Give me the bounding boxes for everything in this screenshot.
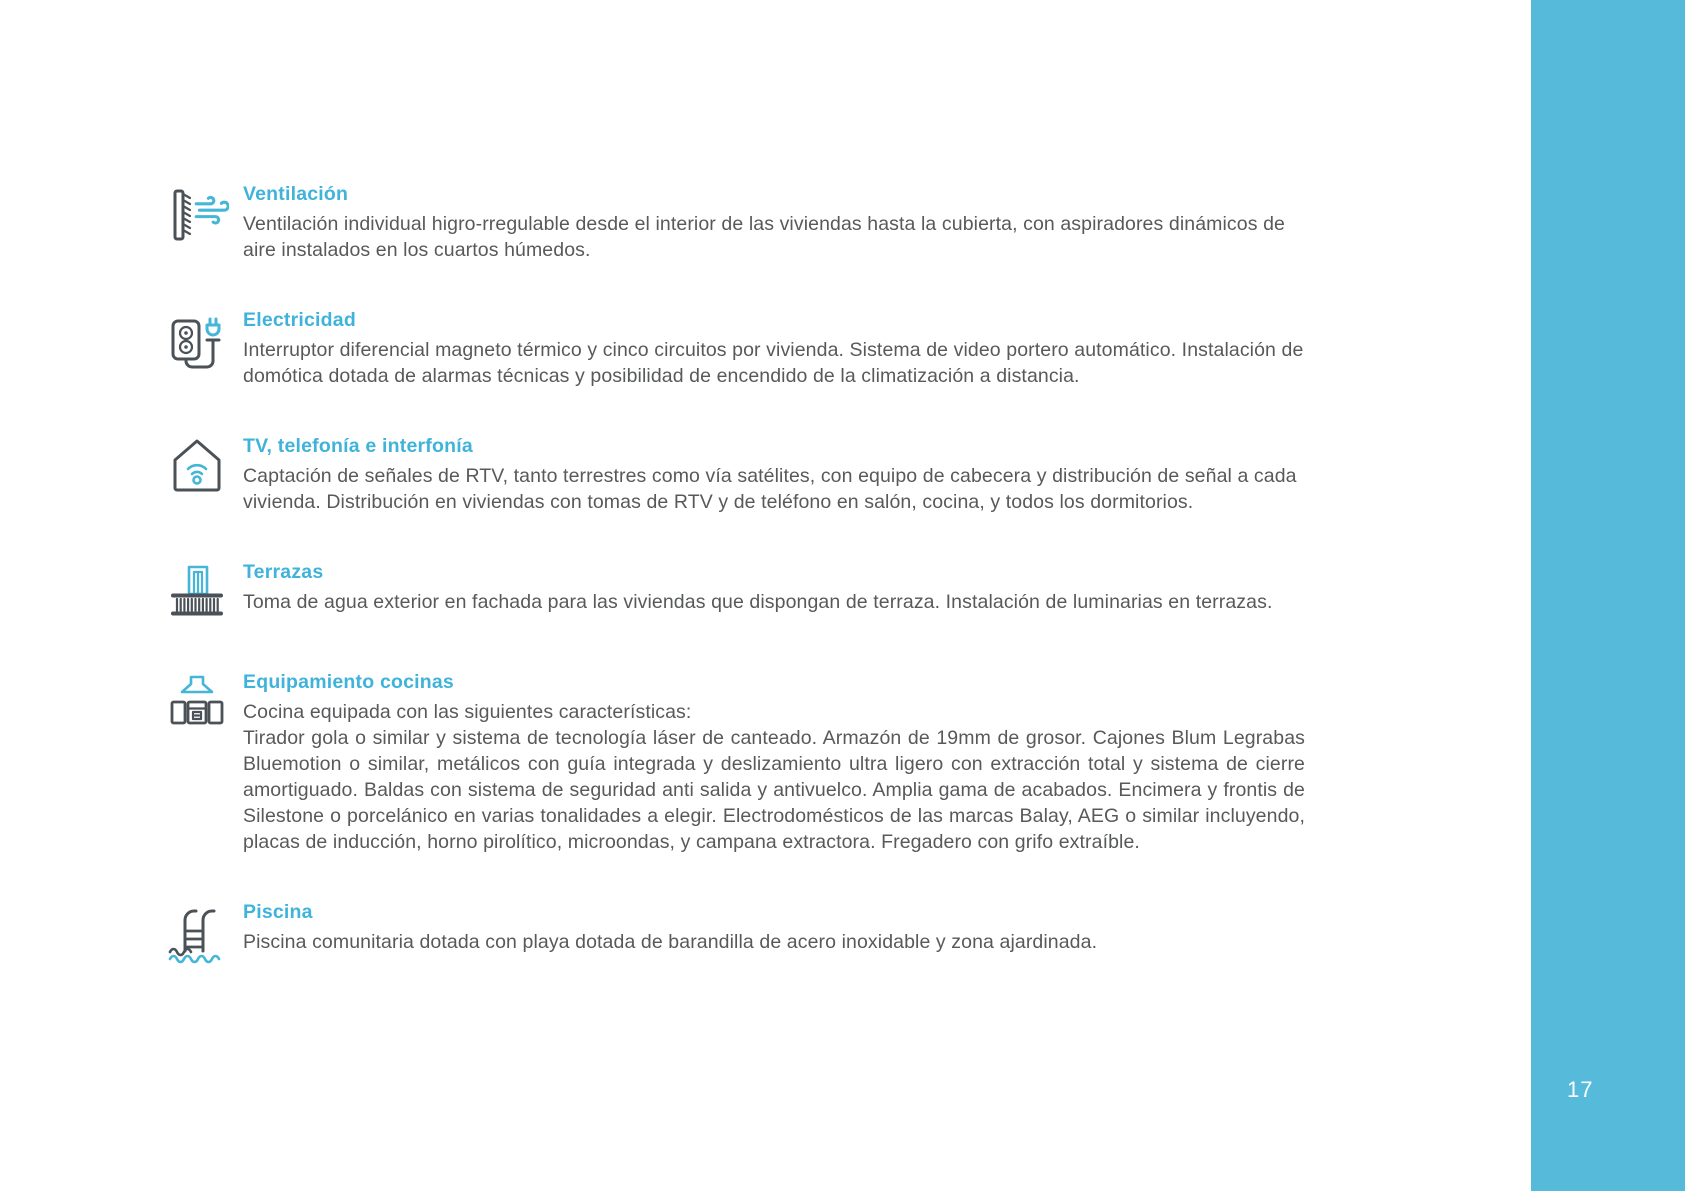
section-body: Captación de señales de RTV, tanto terrestres como vía satélites, con equipo de cabecera y distribución de señal a cada vivienda. Distribución en viviendas con tomas de RTV y de teléfono en salón, cocina, y todos los dormitorios.	[243, 465, 1297, 513]
section-body: Tirador gola o similar y sistema de tecnología láser de canteado. Armazón de 19mm de grosor. Cajones Blum Legrabas Bluemotion o similar, metálicos con guía integrada y deslizamiento ultra ligero con extracción total y sistema de cierre amortiguado. Baldas con sistema de seguridad anti salida y antivuelco. Amplia gama de acabados. Encimera y frontis de Silestone o porcelánico en varias tonalidades a elegir. Electrodomésticos de las marcas Balay, AEG o similar incluyendo, placas de inducción, horno pirolítico, microondas, y campana extractora. Fregadero con grifo extraíble.	[243, 727, 1305, 853]
section-title: Electricidad	[243, 309, 356, 331]
kitchen-icon	[165, 671, 243, 735]
section-equipamiento-cocinas	[165, 671, 1305, 855]
sidebar	[1531, 0, 1685, 1191]
section-title: Equipamiento cocinas	[243, 671, 454, 693]
electricity-icon	[165, 309, 243, 373]
section-title: Piscina	[243, 901, 313, 923]
section-body: Toma de agua exterior en fachada para las viviendas que dispongan de terraza. Instalación de luminarias en terrazas.	[243, 591, 1273, 613]
ventilation-icon	[165, 183, 243, 247]
section-piscina	[165, 901, 1305, 965]
section-body-intro: Cocina equipada con las siguientes características:	[243, 701, 692, 723]
pool-icon	[165, 901, 243, 965]
section-body: Ventilación individual higro-rregulable desde el interior de las viviendas hasta la cubierta, con aspiradores dinámicos de aire instalados en los cuartos húmedos.	[243, 213, 1285, 261]
section-title: TV, telefonía e interfonía	[243, 435, 473, 457]
section-electricidad	[165, 309, 1305, 389]
section-body: Piscina comunitaria dotada con playa dotada de barandilla de acero inoxidable y zona ajardinada.	[243, 931, 1098, 953]
section-title: Ventilación	[243, 183, 349, 205]
section-title: Terrazas	[243, 561, 324, 583]
section-ventilacion	[165, 183, 1305, 263]
tv-telephony-icon	[165, 435, 243, 499]
section-tv-telefonia	[165, 435, 1305, 515]
section-body: Interruptor diferencial magneto térmico y cinco circuitos por vivienda. Sistema de video portero automático. Instalación de domótica dotada de alarmas técnicas y posibilidad de encendido de la climatización a distancia.	[243, 339, 1304, 387]
features-list	[165, 183, 1305, 1011]
terrace-icon	[165, 561, 243, 625]
section-terrazas	[165, 561, 1305, 625]
page-number: 17	[1567, 1077, 1594, 1102]
